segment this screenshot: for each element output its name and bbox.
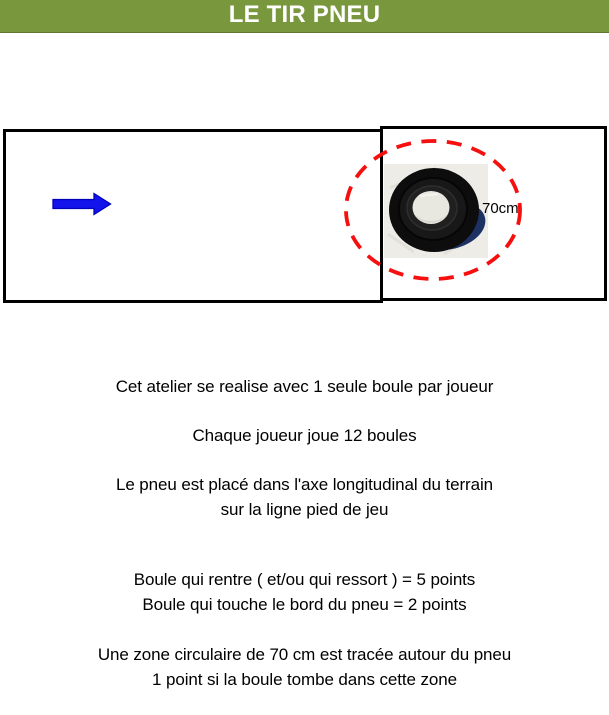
rule-line: Boule qui touche le bord du pneu = 2 points [142,595,467,614]
rule-line: sur la ligne pied de jeu [220,500,389,519]
rule-paragraph [0,423,609,448]
rule-line: 1 point si la boule tombe dans cette zone [152,670,457,689]
rule-line: Cet atelier se realise avec 1 seule boule par joueur [115,377,494,396]
rule-paragraph [0,567,609,617]
rule-line: Le pneu est placé dans l'axe longitudinal du terrain [115,475,494,494]
page-title: LE TIR PNEU [228,1,381,28]
rule-line: Une zone circulaire de 70 cm est tracée autour du pneu [97,645,512,664]
rule-paragraph [0,472,609,522]
rule-paragraph [0,374,609,399]
zone-radius-label: 70cm [482,200,519,217]
rule-paragraph [0,642,609,692]
rule-line: Boule qui rentre ( et/ou qui ressort ) = 5 points [133,570,476,589]
rule-line: Chaque joueur joue 12 boules [192,426,417,445]
